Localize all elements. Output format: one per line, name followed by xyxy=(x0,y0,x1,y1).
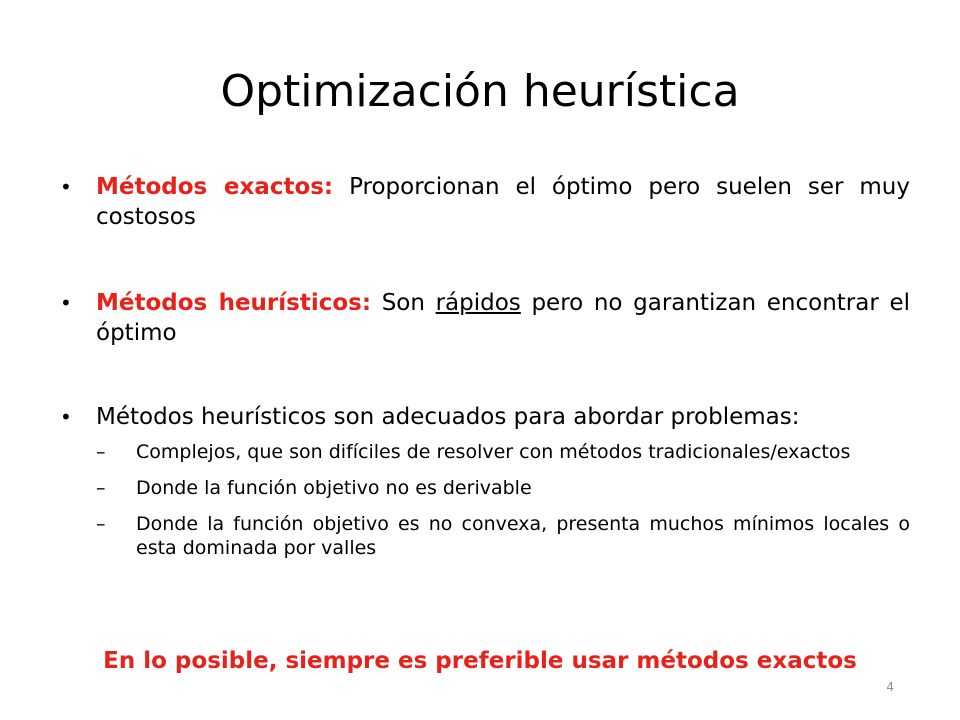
dash-icon: – xyxy=(96,441,106,463)
page-number: 4 xyxy=(886,680,894,694)
sub-item-text: Donde la función objetivo no es derivable xyxy=(136,477,532,499)
bullet-text: Métodos heurísticos son adecuados para abordar problemas: xyxy=(96,404,800,430)
sub-item xyxy=(96,512,910,560)
bullet-item xyxy=(60,402,910,560)
bullet-label: Métodos exactos: xyxy=(96,174,334,200)
bullet-label: Métodos heurísticos: xyxy=(96,290,372,316)
bullet-dot-icon: • xyxy=(60,175,72,199)
bullet-item xyxy=(60,288,910,348)
dash-icon: – xyxy=(96,477,106,499)
bullet-text xyxy=(96,288,910,348)
highlight-statement: En lo posible, siempre es preferible usar métodos exactos xyxy=(103,648,857,674)
bullet-text xyxy=(96,172,910,232)
bullet-body: Proporcionan el óptimo pero suelen ser muy costosos xyxy=(96,174,910,230)
sub-item xyxy=(96,440,910,464)
bullet-body: Son xyxy=(371,290,436,316)
sub-item xyxy=(96,476,910,500)
underlined-word: rápidos xyxy=(435,290,521,316)
sub-item-text: Complejos, que son difíciles de resolver con métodos tradicionales/exactos xyxy=(136,441,851,463)
bullet-dot-icon: • xyxy=(60,405,72,429)
bullet-list xyxy=(60,172,910,572)
bullet-dot-icon: • xyxy=(60,291,72,315)
sub-list xyxy=(96,440,910,560)
slide-title: Optimización heurística xyxy=(220,66,740,117)
bullet-item xyxy=(60,172,910,232)
sub-item-text: Donde la función objetivo es no convexa, presenta muchos mínimos locales o esta dominada por valles xyxy=(136,513,910,559)
bullet-body: pero no garantizan encontrar el óptimo xyxy=(96,290,910,346)
dash-icon: – xyxy=(96,513,106,535)
